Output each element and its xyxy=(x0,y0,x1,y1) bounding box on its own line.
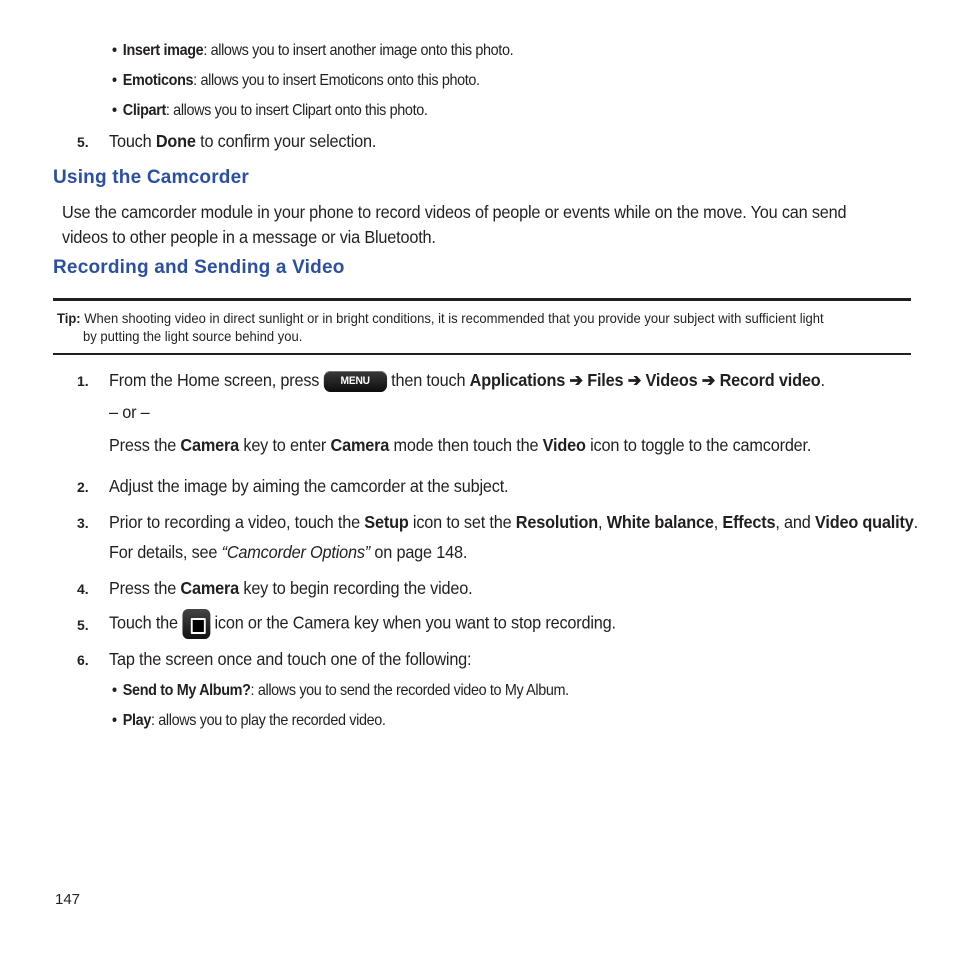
step-number: 6. xyxy=(77,652,89,668)
step-text: Touch Done to confirm your selection. xyxy=(109,131,377,151)
step-text: Adjust the image by aiming the camcorder at the subject. xyxy=(109,476,509,496)
step-text: From the Home screen, press MENU then touch Applications ➔ Files ➔ Videos ➔ Record video. xyxy=(109,370,825,390)
list-item: • Send to My Album?: allows you to send the recorded video to My Album. xyxy=(112,682,569,699)
list-item: • Insert image: allows you to insert another image onto this photo. xyxy=(112,42,514,59)
list-item: • Play: allows you to play the recorded video. xyxy=(112,712,386,729)
menu-key-icon: MENU xyxy=(324,371,387,392)
step-number: 5. xyxy=(77,134,89,150)
step-number: 5. xyxy=(77,617,89,633)
step-text: Prior to recording a video, touch the Setup icon to set the Resolution, White balance, Effects, and Video quality. xyxy=(109,512,918,532)
step-number: 3. xyxy=(77,515,89,531)
tip-line: by putting the light source behind you. xyxy=(83,328,303,344)
step-text: For details, see “Camcorder Options” on page 148. xyxy=(109,542,468,562)
cross-reference-link: “Camcorder Options” xyxy=(221,542,371,562)
step-text: Touch the icon or the Camera key when you want to stop recording. xyxy=(109,609,616,639)
or-separator: – or – xyxy=(109,402,150,422)
tip-bottom-rule xyxy=(53,353,911,355)
section-heading: Recording and Sending a Video xyxy=(53,257,345,278)
stop-record-icon xyxy=(182,609,210,639)
step-number: 2. xyxy=(77,479,89,495)
tip-line: Tip: When shooting video in direct sunlight or in bright conditions, it is recommended that you provide your subject with sufficient light xyxy=(57,310,824,326)
paragraph-line: videos to other people in a message or via Bluetooth. xyxy=(62,227,436,247)
step-text: Press the Camera key to begin recording the video. xyxy=(109,578,473,598)
step-text: Tap the screen once and touch one of the following: xyxy=(109,649,472,669)
section-heading: Using the Camcorder xyxy=(53,167,249,188)
step-number: 4. xyxy=(77,581,89,597)
list-item: • Emoticons: allows you to insert Emoticons onto this photo. xyxy=(112,72,480,89)
list-item: • Clipart: allows you to insert Clipart onto this photo. xyxy=(112,102,428,119)
page-number: 147 xyxy=(55,891,81,908)
step-text: Press the Camera key to enter Camera mode then touch the Video icon to toggle to the camcorder. xyxy=(109,435,812,455)
paragraph-line: Use the camcorder module in your phone to record videos of people or events while on the move. You can send xyxy=(62,202,847,222)
step-number: 1. xyxy=(77,373,89,389)
tip-top-rule xyxy=(53,298,911,301)
